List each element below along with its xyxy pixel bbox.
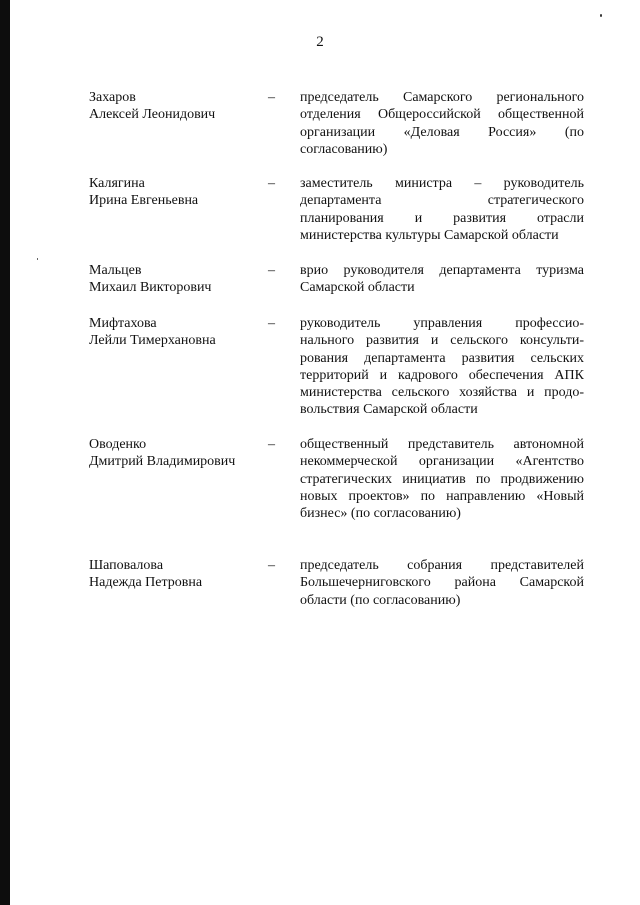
position-line: врио руководителя департамента туризма	[300, 263, 584, 278]
dash-separator: –	[268, 316, 275, 331]
dash-separator: –	[268, 90, 275, 105]
member-position	[300, 175, 584, 244]
position-line: новых проектов» по направлению «Новый	[300, 488, 584, 504]
position-line: рования департамента развития сельских	[300, 350, 584, 366]
member-name	[89, 262, 264, 296]
position-line: некоммерческой организации «Агентство	[300, 454, 584, 470]
member-name	[89, 89, 264, 123]
member-given-name: Ирина Евгеньевна	[89, 193, 199, 208]
member-position	[300, 436, 584, 522]
position-line: вольствия Самарской области	[300, 402, 478, 418]
member-name	[89, 436, 264, 470]
member-position	[300, 262, 584, 297]
member-given-name: Надежда Петровна	[89, 575, 203, 590]
member-given-name: Дмитрий Владимирович	[89, 454, 236, 469]
member-name	[89, 175, 264, 209]
member-position	[300, 315, 584, 419]
position-line: руководитель управления профессио-	[300, 316, 584, 331]
member-name	[89, 315, 264, 349]
position-line: заместитель министра – руководитель	[300, 176, 584, 191]
position-line: бизнес» (по согласованию)	[300, 506, 461, 522]
position-line: области (по согласованию)	[300, 592, 461, 608]
position-line: председатель Самарского регионального	[300, 90, 584, 105]
position-line: организации «Деловая Россия» (по	[300, 124, 584, 140]
dash-separator: –	[268, 176, 275, 191]
member-position	[300, 89, 584, 158]
scan-edge	[0, 0, 10, 905]
member-surname: Мифтахова	[89, 316, 157, 331]
position-line: согласованию)	[300, 141, 388, 157]
position-line: стратегических инициатив по продвижению	[300, 471, 584, 487]
position-line: общественный представитель автономной	[300, 437, 584, 452]
position-line: департамента стратегического	[300, 193, 584, 209]
dash-separator: –	[268, 263, 275, 278]
member-given-name: Лейли Тимерхановна	[89, 333, 216, 348]
member-surname: Захаров	[89, 90, 136, 105]
page-number: 2	[316, 34, 324, 50]
dash-separator: –	[268, 437, 275, 452]
member-given-name: Алексей Леонидович	[89, 107, 216, 122]
member-given-name: Михаил Викторович	[89, 280, 212, 295]
dash-separator: –	[268, 558, 275, 573]
scan-speck	[37, 258, 38, 260]
position-line: нального развития и сельского консульти-	[300, 333, 584, 349]
scan-speck	[600, 14, 602, 17]
position-line: председатель собрания представителей	[300, 558, 584, 573]
position-line: Самарской области	[300, 280, 415, 296]
position-line: планирования и развития отрасли	[300, 210, 584, 226]
member-name	[89, 557, 264, 591]
position-line: Большечерниговского района Самарской	[300, 575, 584, 591]
member-surname: Калягина	[89, 176, 145, 191]
position-line: отделения Общероссийской общественной	[300, 107, 584, 123]
position-line: министерства сельского хозяйства и продо-	[300, 385, 584, 401]
position-line: министерства культуры Самарской области	[300, 227, 559, 243]
member-position	[300, 557, 584, 609]
member-surname: Мальцев	[89, 263, 142, 278]
member-surname: Шаповалова	[89, 558, 164, 573]
position-line: территорий и кадрового обеспечения АПК	[300, 367, 584, 383]
member-surname: Оводенко	[89, 437, 147, 452]
